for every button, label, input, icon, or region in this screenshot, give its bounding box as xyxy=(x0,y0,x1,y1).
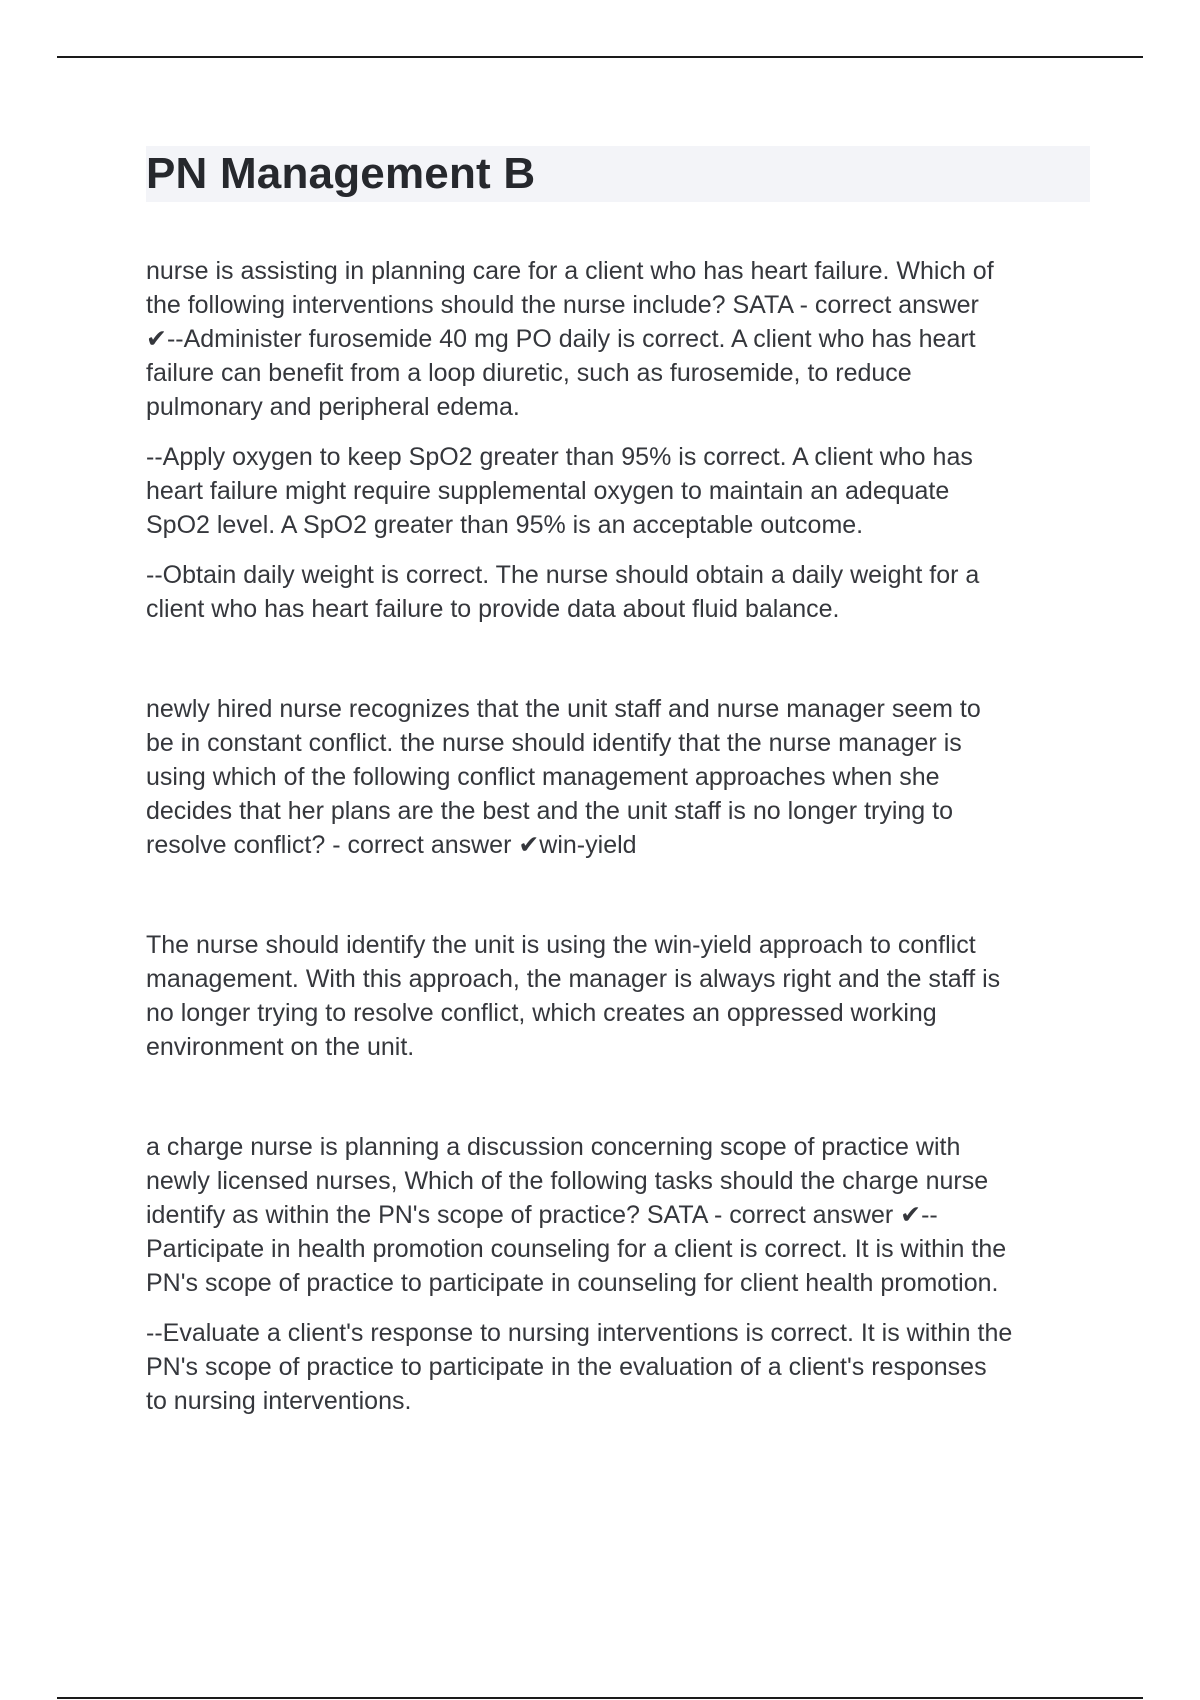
paragraph-oxygen-answer: --Apply oxygen to keep SpO2 greater than 95% is correct. A client who has heart failure might require supplemental oxygen to maintain an adequate SpO2 level. A SpO2 greater than 95% is an acceptable outcome. xyxy=(146,443,973,539)
title-band xyxy=(146,146,1090,202)
paragraph-heart-failure-question: nurse is assisting in planning care for a client who has heart failure. Which of the following interventions should the nurse include? SATA - correct answer ✔--Administer furosemide 40 mg PO daily is correct. A client who has heart failure can benefit from a loop diuretic, such as furosemide, to reduce pulmonary and peripheral edema. xyxy=(146,257,994,421)
paragraph-evaluate-answer: --Evaluate a client's response to nursing interventions is correct. It is within the PN's scope of practice to participate in the evaluation of a client's responses to nursing interventions. xyxy=(146,1319,1013,1415)
document-title: PN Management B xyxy=(146,149,536,198)
paragraph-win-yield-explanation: The nurse should identify the unit is using the win-yield approach to conflict management. With this approach, the manager is always right and the staff is no longer trying to resolve conflict, which creates an oppressed working environment on the unit. xyxy=(146,931,1001,1061)
top-rule xyxy=(57,56,1143,58)
paragraph-scope-question: a charge nurse is planning a discussion concerning scope of practice with newly licensed nurses, Which of the following tasks should the charge nurse identify as within the PN's scope of practice? SATA - correct answer ✔-- Participate in health promotion counseling for a client is correct. It is within the PN's scope of practice to participate in counseling for client health promotion. xyxy=(146,1133,1007,1297)
bottom-rule xyxy=(57,1697,1143,1699)
paragraph-conflict-question: newly hired nurse recognizes that the unit staff and nurse manager seem to be in constant conflict. the nurse should identify that the nurse manager is using which of the following conflict management approaches when she decides that her plans are the best and the unit staff is no longer trying to resolve conflict? - correct answer ✔win-yield xyxy=(146,695,981,859)
document-body xyxy=(146,146,1090,1418)
paragraph-daily-weight-answer: --Obtain daily weight is correct. The nurse should obtain a daily weight for a client who has heart failure to provide data about fluid balance. xyxy=(146,561,980,623)
